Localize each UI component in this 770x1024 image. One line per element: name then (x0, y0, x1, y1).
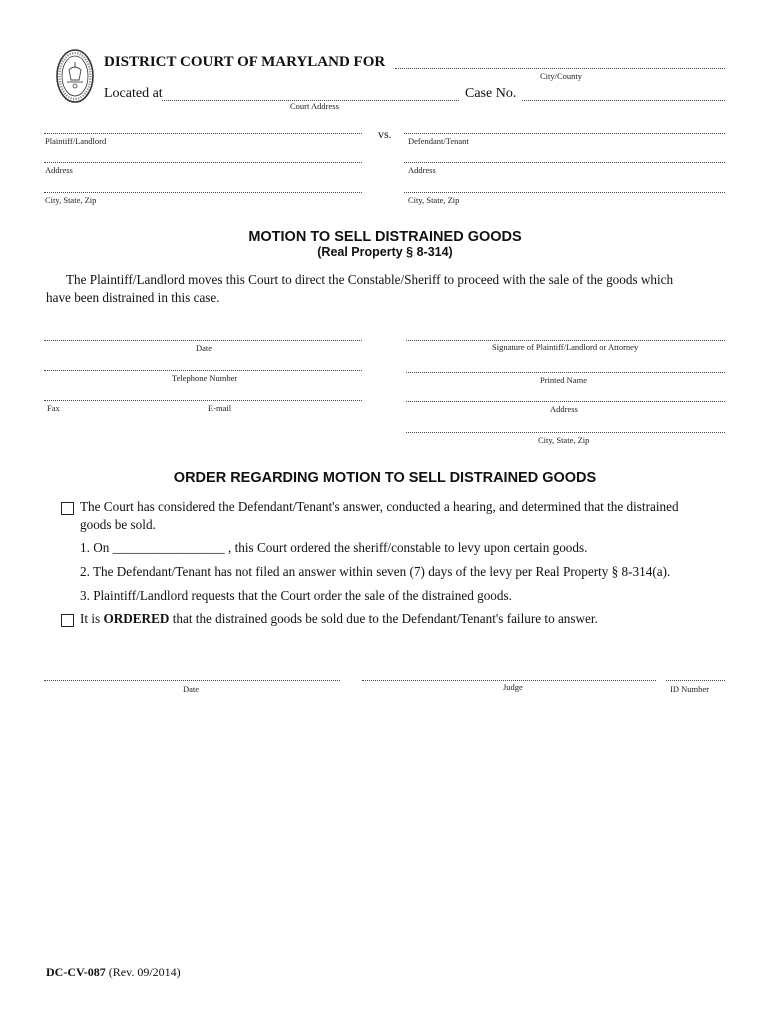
plaintiff-city-caption: City, State, Zip (45, 195, 97, 205)
case-no-field[interactable] (522, 100, 725, 101)
telephone-field[interactable] (44, 370, 362, 371)
fax-email-field[interactable] (44, 400, 362, 401)
plaintiff-caption: Plaintiff/Landlord (45, 136, 107, 146)
court-address-caption: Court Address (290, 101, 339, 111)
plaintiff-address-field[interactable] (44, 162, 362, 163)
item1-prefix: 1. On (80, 540, 110, 555)
ordered-option-checkbox[interactable] (61, 614, 74, 627)
item1-suffix: , this Court ordered the sheriff/constable to levy upon certain goods. (228, 540, 588, 555)
defendant-name-field[interactable] (404, 133, 725, 134)
vs-label: vs. (378, 127, 392, 141)
email-caption: E-mail (208, 403, 232, 413)
option2-suffix: that the distrained goods be sold due to the Defendant/Tenant's failure to answer. (172, 611, 598, 626)
plaintiff-name-field[interactable] (44, 133, 362, 134)
option2-prefix: It is (80, 611, 101, 626)
plaintiff-city-field[interactable] (44, 192, 362, 193)
option2-ordered: ORDERED (103, 611, 170, 626)
signer-address-caption: Address (550, 404, 578, 414)
option1-line2: goods be sold. (80, 517, 156, 532)
option1-line1: The Court has considered the Defendant/Tenant's answer, conducted a hearing, and determined that the distrained (80, 499, 679, 514)
order-date-field[interactable] (44, 680, 340, 681)
judge-signature-field[interactable] (362, 680, 656, 681)
motion-body-line2: have been distrained in this case. (46, 290, 220, 305)
city-county-caption: City/County (540, 71, 583, 81)
plaintiff-address-caption: Address (45, 165, 73, 175)
signer-city-field[interactable] (406, 432, 725, 433)
levy-date-field[interactable]: _________________ (112, 540, 225, 555)
court-title: DISTRICT COURT OF MARYLAND FOR (104, 54, 386, 70)
motion-date-field[interactable] (44, 340, 362, 341)
signature-caption: Signature of Plaintiff/Landlord or Attorney (492, 342, 639, 352)
order-title: ORDER REGARDING MOTION TO SELL DISTRAINED GOODS (173, 470, 597, 486)
order-item-2: 2. The Defendant/Tenant has not filed an answer within seven (7) days of the levy per Real Property § 8-314(a). (80, 564, 671, 579)
order-item-1 (80, 539, 587, 557)
fax-caption: Fax (47, 403, 60, 413)
signer-address-field[interactable] (406, 401, 725, 402)
motion-subtitle: (Real Property § 8-314) (317, 245, 453, 259)
judge-id-field[interactable] (666, 680, 725, 681)
hearing-option-checkbox[interactable] (61, 502, 74, 515)
form-number: DC-CV-087 (46, 965, 106, 979)
case-no-label: Case No. (465, 86, 517, 101)
maryland-court-seal-icon (55, 48, 95, 104)
option2-text (80, 610, 598, 628)
telephone-caption: Telephone Number (172, 373, 238, 383)
order-date-caption: Date (183, 684, 200, 694)
defendant-address-field[interactable] (404, 162, 725, 163)
defendant-caption: Defendant/Tenant (408, 136, 469, 146)
signer-city-caption: City, State, Zip (538, 435, 590, 445)
order-item-3: 3. Plaintiff/Landlord requests that the Court order the sale of the distrained goods. (80, 588, 512, 603)
motion-body-line1: The Plaintiff/Landlord moves this Court to direct the Constable/Sheriff to proceed with the sale of the goods which (66, 272, 674, 287)
motion-date-caption: Date (196, 343, 213, 353)
defendant-city-caption: City, State, Zip (408, 195, 460, 205)
located-at-label: Located at (104, 86, 163, 101)
printed-name-field[interactable] (406, 372, 725, 373)
motion-title: MOTION TO SELL DISTRAINED GOODS (248, 229, 522, 245)
city-county-field[interactable] (395, 68, 725, 69)
id-number-caption: ID Number (670, 684, 709, 694)
defendant-city-field[interactable] (404, 192, 725, 193)
printed-name-caption: Printed Name (540, 375, 587, 385)
form-revision: (Rev. 09/2014) (108, 965, 181, 979)
defendant-address-caption: Address (408, 165, 436, 175)
signature-field[interactable] (406, 340, 725, 341)
judge-caption: Judge (503, 682, 523, 692)
form-id (46, 965, 181, 980)
